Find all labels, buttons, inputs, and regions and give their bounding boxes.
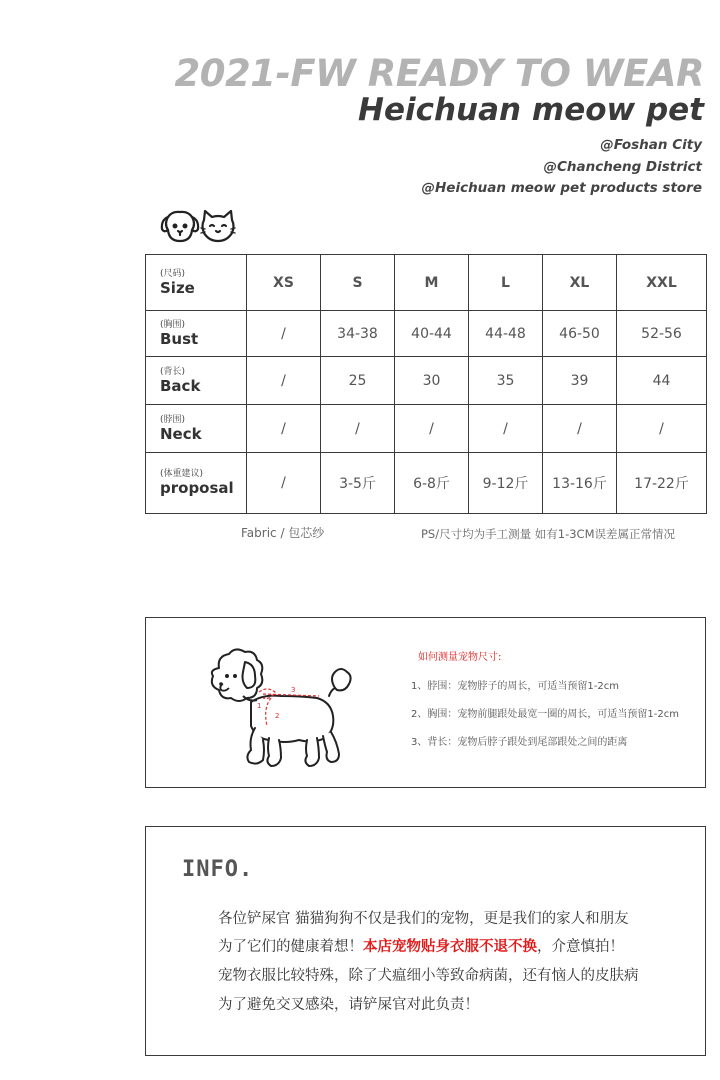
bust-label-en: Bust xyxy=(160,329,199,348)
back-label-cn: (背长) xyxy=(160,366,186,377)
table-cell: 46-50 xyxy=(543,311,617,357)
table-cell: 13-16斤 xyxy=(543,453,617,514)
measurement-note: PS/尺寸均为手工测量 如有1-3CM误差属正常情况 xyxy=(421,527,675,541)
table-cell: 3-5斤 xyxy=(321,453,395,514)
table-cell: / xyxy=(321,405,395,453)
table-cell: 17-22斤 xyxy=(617,453,707,514)
table-cell: / xyxy=(247,311,321,357)
collection-title: 2021-FW READY TO WEAR xyxy=(174,52,704,95)
table-row-proposal xyxy=(146,453,707,514)
measure-guide-title: 如何测量宠物尺寸: xyxy=(418,652,502,663)
size-label-cell xyxy=(146,255,247,311)
table-row-back xyxy=(146,357,707,405)
table-cell: 44-48 xyxy=(469,311,543,357)
info-line-3: 宠物衣服比较特殊，除了犬瘟细小等致命病菌，还有恼人的皮肤病 xyxy=(218,968,639,984)
size-label-en: Size xyxy=(160,278,195,297)
measure-back-line: 3、背长：宠物后脖子跟处到尾部跟处之间的距离 xyxy=(411,737,628,748)
table-cell: / xyxy=(247,357,321,405)
table-cell: 30 xyxy=(395,357,469,405)
table-cell: 35 xyxy=(469,357,543,405)
size-xs: XS xyxy=(247,255,321,311)
proposal-label-en: proposal xyxy=(160,479,234,497)
neck-label-cn: (脖围) xyxy=(160,414,186,425)
location-district: @Chancheng District xyxy=(543,159,702,175)
size-xl: XL xyxy=(543,255,617,311)
table-header-row xyxy=(146,255,707,311)
back-label-en: Back xyxy=(160,376,201,395)
info-line-2-start: 为了它们的健康着想！ xyxy=(218,939,363,955)
proposal-label-cn: (体重建议) xyxy=(160,469,204,479)
table-cell: 40-44 xyxy=(395,311,469,357)
table-cell: 25 xyxy=(321,357,395,405)
info-line-4: 为了避免交叉感染，请铲屎官对此负责！ xyxy=(218,997,479,1013)
dog-face-icon xyxy=(162,212,198,241)
table-cell: 52-56 xyxy=(617,311,707,357)
size-s: S xyxy=(321,255,395,311)
table-cell: / xyxy=(617,405,707,453)
proposal-label-cell xyxy=(146,453,247,514)
table-cell: 39 xyxy=(543,357,617,405)
table-cell: / xyxy=(469,405,543,453)
info-line-1: 各位铲屎官 猫猫狗狗不仅是我们的宠物，更是我们的家人和朋友 xyxy=(218,911,629,927)
info-line-2 xyxy=(218,935,624,956)
table-cell: / xyxy=(247,453,321,514)
size-l: L xyxy=(469,255,543,311)
pets-icon xyxy=(158,208,236,244)
brand-name: Heichuan meow pet xyxy=(358,92,704,128)
table-row-neck xyxy=(146,405,707,453)
size-chart-table xyxy=(145,254,707,514)
size-label-cn: (尺码) xyxy=(160,268,186,279)
measure-guide-box xyxy=(145,617,706,788)
table-cell: / xyxy=(543,405,617,453)
info-line-2-end: ，介意慎拍！ xyxy=(537,939,624,955)
back-mark-label: 3 xyxy=(291,686,296,694)
measure-neck-line: 1、脖围：宠物脖子的周长，可适当预留1-2cm xyxy=(411,681,619,692)
no-return-warning: 本店宠物贴身衣服不退不换 xyxy=(363,939,537,955)
bust-mark-label: 2 xyxy=(275,712,280,720)
info-title: INFO. xyxy=(182,857,254,882)
bust-label-cell xyxy=(146,311,247,357)
neck-label-en: Neck xyxy=(160,424,202,443)
table-row-bust xyxy=(146,311,707,357)
bust-label-cn: (胸围) xyxy=(160,319,186,330)
table-cell: 6-8斤 xyxy=(395,453,469,514)
poodle-illustration xyxy=(201,646,361,768)
cat-face-icon xyxy=(201,211,235,241)
neck-mark-label: 1 xyxy=(257,702,262,710)
table-cell: 44 xyxy=(617,357,707,405)
table-cell: / xyxy=(395,405,469,453)
neck-label-cell xyxy=(146,405,247,453)
back-label-cell xyxy=(146,357,247,405)
fabric-info: Fabric / 包芯纱 xyxy=(241,526,325,540)
size-xxl: XXL xyxy=(617,255,707,311)
size-m: M xyxy=(395,255,469,311)
store-name: @Heichuan meow pet products store xyxy=(421,180,702,196)
location-city: @Foshan City xyxy=(600,137,702,153)
table-cell: / xyxy=(247,405,321,453)
table-cell: 9-12斤 xyxy=(469,453,543,514)
table-cell: 34-38 xyxy=(321,311,395,357)
measure-bust-line: 2、胸围：宠物前腿跟处最宽一圈的周长，可适当预留1-2cm xyxy=(411,709,679,720)
info-box xyxy=(145,826,706,1056)
